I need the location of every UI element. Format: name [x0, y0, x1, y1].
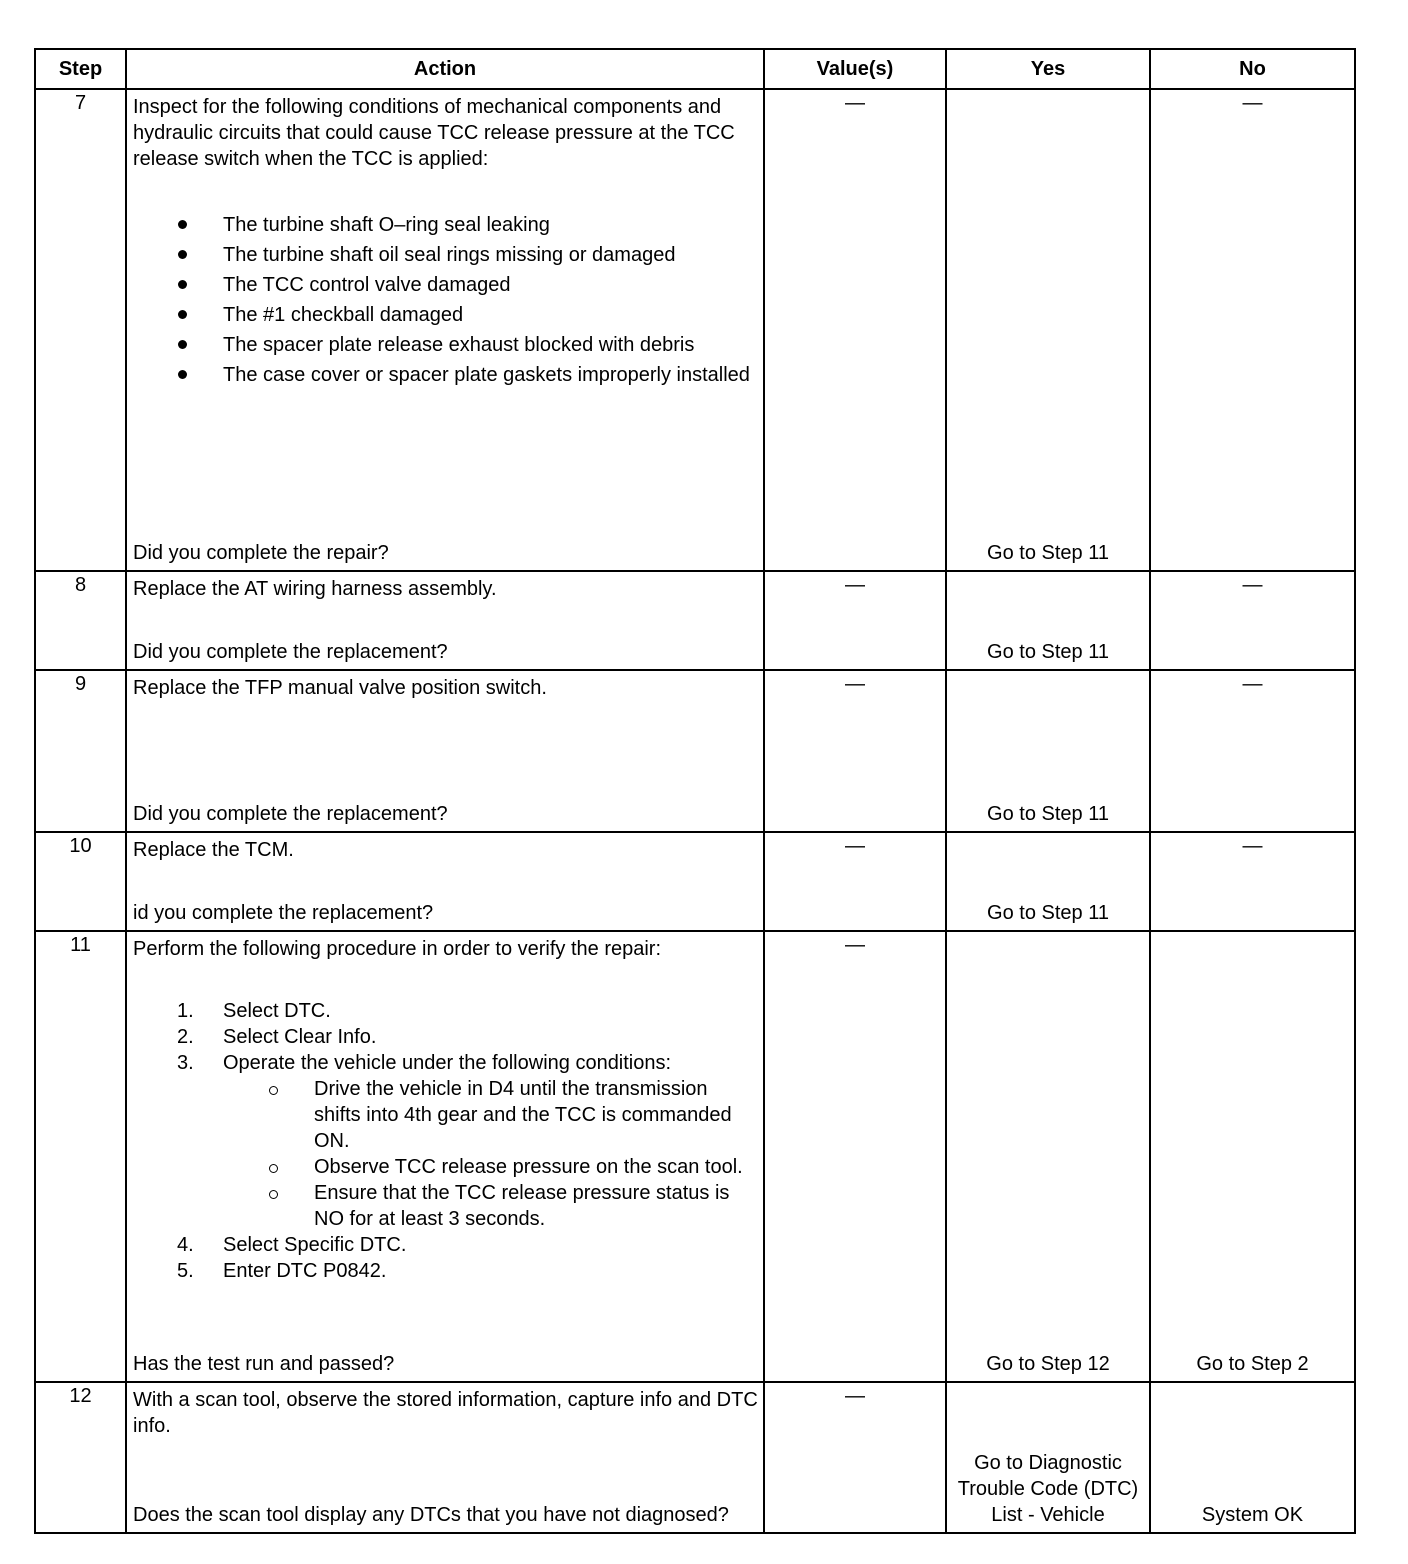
yes-cell: [946, 89, 1150, 571]
header-values: Value(s): [764, 49, 946, 89]
circle-bullet-icon: [269, 1086, 278, 1095]
list-item: The spacer plate release exhaust blocked with debris: [133, 332, 753, 358]
table-row-step-8: [35, 571, 1355, 670]
action-cell: [126, 89, 764, 571]
yes-answer: Go to Step 11: [987, 803, 1109, 825]
action-question: Has the test run and passed?: [133, 1353, 395, 1375]
procedure-step: 4. Select Specific DTC.: [177, 1234, 407, 1256]
step-number: 9: [35, 670, 126, 832]
value-cell: —: [764, 832, 946, 931]
no-cell: —: [1150, 89, 1355, 571]
sub-item: Drive the vehicle in D4 until the transmission shifts into 4th gear and the TCC is commanded ON.: [223, 1076, 755, 1154]
step-number: 7: [35, 89, 126, 571]
header-action: Action: [126, 49, 764, 89]
list-item: The turbine shaft oil seal rings missing or damaged: [133, 242, 753, 268]
procedure-step: 5. Enter DTC P0842.: [177, 1260, 387, 1282]
action-intro: With a scan tool, observe the stored information, capture info and DTC info.: [133, 1389, 758, 1437]
no-cell: [1150, 931, 1355, 1382]
table-row-step-12: [35, 1382, 1355, 1533]
bullet-icon: [178, 280, 187, 289]
table-row-step-10: [35, 832, 1355, 931]
step-number: 11: [35, 931, 126, 1382]
procedure-step: 3. Operate the vehicle under the following conditions: Drive the vehicle in D4 until the transmission shifts into 4th gear and the TCC is commanded ON. Observe TCC release pressure on the scan tool. Ensure that the TCC release pressure status is NO for at least 3 seconds.: [133, 1050, 755, 1232]
table-row-step-11: [35, 931, 1355, 1382]
value-cell: —: [764, 670, 946, 832]
action-intro: Replace the AT wiring harness assembly.: [133, 578, 497, 600]
bullet-icon: [178, 310, 187, 319]
list-item: The case cover or spacer plate gaskets improperly installed: [133, 362, 753, 388]
procedure-list: [133, 998, 755, 1284]
action-question: Does the scan tool display any DTCs that you have not diagnosed?: [133, 1504, 729, 1526]
action-question: Did you complete the replacement?: [133, 803, 448, 825]
procedure-step: 2. Select Clear Info.: [177, 1026, 377, 1048]
yes-cell: [946, 832, 1150, 931]
bullet-icon: [178, 220, 187, 229]
action-intro: Replace the TFP manual valve position switch.: [133, 677, 547, 699]
value-cell: —: [764, 1382, 946, 1533]
list-item: The TCC control valve damaged: [133, 272, 753, 298]
yes-answer: Go to Diagnostic Trouble Code (DTC) List - Vehicle: [957, 1452, 1139, 1526]
action-question: Did you complete the repair?: [133, 542, 389, 564]
table-row-step-7: [35, 89, 1355, 571]
action-cell: [126, 1382, 764, 1533]
step-number: 8: [35, 571, 126, 670]
circle-bullet-icon: [269, 1190, 278, 1199]
action-question: id you complete the replacement?: [133, 902, 434, 924]
yes-answer: Go to Step 11: [987, 542, 1109, 564]
yes-cell: [946, 1382, 1150, 1533]
sub-item: Observe TCC release pressure on the scan tool.: [223, 1154, 755, 1180]
procedure-step: 1. Select DTC.: [177, 1000, 331, 1022]
no-answer: Go to Step 2: [1196, 1353, 1309, 1375]
bullet-icon: [178, 370, 187, 379]
yes-cell: [946, 571, 1150, 670]
diagnostic-table: [34, 48, 1356, 1534]
table-row-step-9: [35, 670, 1355, 832]
step-number: 12: [35, 1382, 126, 1533]
yes-answer: Go to Step 12: [986, 1353, 1110, 1375]
bullet-icon: [178, 250, 187, 259]
value-cell: —: [764, 89, 946, 571]
header-no: No: [1150, 49, 1355, 89]
action-intro: Perform the following procedure in order to verify the repair:: [133, 938, 662, 960]
no-answer: System OK: [1201, 1504, 1304, 1526]
no-cell: —: [1150, 832, 1355, 931]
action-cell: [126, 670, 764, 832]
header-step: Step: [35, 49, 126, 89]
action-intro: Replace the TCM.: [133, 839, 294, 861]
list-item: The #1 checkball damaged: [133, 302, 753, 328]
value-cell: —: [764, 571, 946, 670]
no-cell: —: [1150, 670, 1355, 832]
action-cell: [126, 571, 764, 670]
list-item: The turbine shaft O–ring seal leaking: [133, 212, 753, 238]
action-cell: [126, 832, 764, 931]
yes-cell: [946, 670, 1150, 832]
no-cell: —: [1150, 571, 1355, 670]
yes-cell: [946, 931, 1150, 1382]
action-intro: Inspect for the following conditions of mechanical components and hydraulic circuits that could cause TCC release pressure at the TCC release switch when the TCC is applied:: [133, 96, 735, 170]
condition-list: [133, 212, 753, 392]
header-row: [35, 49, 1355, 89]
condition-sublist: [223, 1076, 755, 1232]
yes-answer: Go to Step 11: [987, 902, 1109, 924]
yes-answer: Go to Step 11: [987, 641, 1109, 663]
no-cell: [1150, 1382, 1355, 1533]
bullet-icon: [178, 340, 187, 349]
value-cell: —: [764, 931, 946, 1382]
step-number: 10: [35, 832, 126, 931]
circle-bullet-icon: [269, 1164, 278, 1173]
action-cell: [126, 931, 764, 1382]
header-yes: Yes: [946, 49, 1150, 89]
sub-item: Ensure that the TCC release pressure status is NO for at least 3 seconds.: [223, 1180, 755, 1232]
action-question: Did you complete the replacement?: [133, 641, 448, 663]
